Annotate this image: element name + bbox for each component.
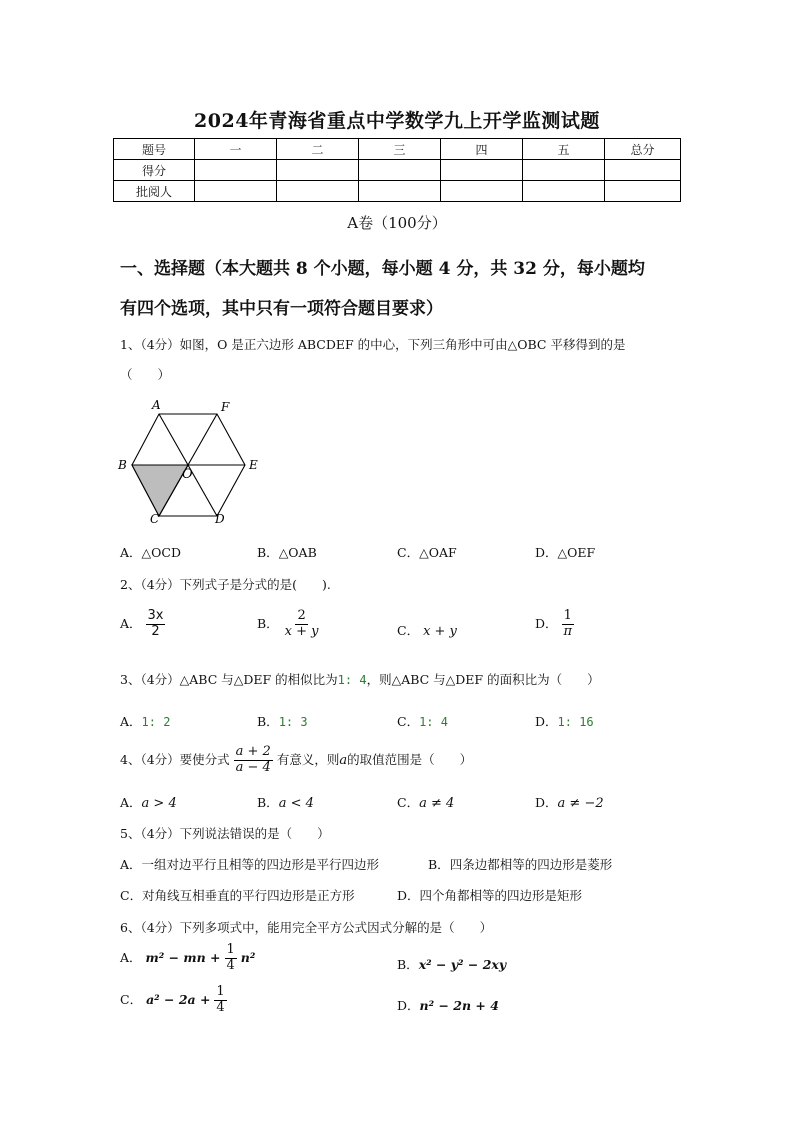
score-cell xyxy=(277,160,359,181)
score-table-header-cell: 题号 xyxy=(114,139,195,160)
score-table xyxy=(113,138,681,202)
score-table-header-row xyxy=(114,139,681,160)
score-table-row xyxy=(114,181,681,202)
q4-option-c: C．a ≠ 4 xyxy=(397,795,455,811)
q5-option-a: A．一组对边平行且相等的四边形是平行四边形 xyxy=(120,857,380,872)
score-cell xyxy=(359,160,441,181)
q4-option-a: A．a > 4 xyxy=(120,795,177,811)
score-cell xyxy=(441,181,523,202)
question-2-stem: 2、（4分）下列式子是分式的是( ). xyxy=(120,577,331,592)
vertex-label-e: E xyxy=(249,458,258,472)
vertex-label-c: C xyxy=(150,512,160,526)
triangle-obc-shaded xyxy=(132,465,188,516)
score-cell xyxy=(605,181,681,202)
q2-option-a: A． $\frac{3x}{2}$ xyxy=(120,608,164,639)
q1-option-b: B．△OAB xyxy=(257,545,317,560)
question-1-bracket: （ ） xyxy=(120,367,171,382)
q3-option-d: D．1: 16 xyxy=(535,714,594,729)
question-4-stem: 4、（4分）要使分式 $\frac{a + 2}{a - 4}$ 有意义，则a的取值范围是（ ） xyxy=(120,744,473,775)
score-table-header-cell: 总分 xyxy=(605,139,681,160)
exam-title: 2024年青海省重点中学数学九上开学监测试题 xyxy=(194,110,600,132)
q6-option-c: C． a² − 2a + $\frac{1}{4}$ xyxy=(120,984,225,1015)
q6-option-d: D．n² − 2n + 4 xyxy=(397,998,499,1013)
q2-option-b: B． $\frac{2}{x + y}$ xyxy=(257,608,319,639)
q3-option-c: C．1: 4 xyxy=(397,714,448,729)
ratio-value: 1: 4 xyxy=(337,673,367,687)
question-1-stem: 1、（4分）如图，O 是正六边形 ABCDEF 的中心，下列三角形中可由△OBC 平移得到的是 xyxy=(120,337,626,352)
q2-option-d: D． $\frac{1}{\pi}$ xyxy=(535,608,573,639)
question-3-stem: 3、（4分）△ABC 与△DEF 的相似比为1: 4，则△ABC 与△DEF 的面积比为（ ） xyxy=(120,672,600,687)
score-table-row-label: 批阅人 xyxy=(114,181,195,202)
hexagon-figure xyxy=(112,395,272,530)
q6-option-b: B．x² − y² − 2xy xyxy=(397,957,507,972)
question-6-stem: 6、（4分）下列多项式中，能用完全平方公式因式分解的是（ ） xyxy=(120,920,493,935)
q3-option-a: A．1: 2 xyxy=(120,714,171,729)
vertex-label-d: D xyxy=(215,512,225,526)
q5-option-b: B．四条边都相等的四边形是菱形 xyxy=(428,857,613,872)
score-table-header-cell: 三 xyxy=(359,139,441,160)
score-cell xyxy=(359,181,441,202)
q6-option-a: A． m² − mn + $\frac{1}{4}$ n² xyxy=(120,942,256,973)
q4-option-d: D．a ≠ −2 xyxy=(535,795,604,811)
q2-option-c: C． x + y xyxy=(397,623,457,639)
score-table-header-cell: 二 xyxy=(277,139,359,160)
question-5-stem: 5、（4分）下列说法错误的是（ ） xyxy=(120,826,330,841)
score-cell xyxy=(605,160,681,181)
paper-a-label: A卷（100分） xyxy=(347,214,447,232)
score-cell xyxy=(195,160,277,181)
score-cell xyxy=(277,181,359,202)
q5-option-c: C．对角线互相垂直的平行四边形是正方形 xyxy=(120,888,355,903)
vertex-label-a: A xyxy=(152,398,161,412)
center-label-o: O xyxy=(182,467,193,482)
q1-option-d: D．△OEF xyxy=(535,545,596,560)
section-heading-line2: 有四个选项，其中只有一项符合题目要求） xyxy=(120,299,443,319)
section-heading-line1: 一、选择题（本大题共 8 个小题，每小题 4 分，共 32 分，每小题均 xyxy=(120,259,645,279)
q1-option-c: C．△OAF xyxy=(397,545,457,560)
q5-option-d: D．四个角都相等的四边形是矩形 xyxy=(397,888,583,903)
score-cell xyxy=(195,181,277,202)
score-table-row-label: 得分 xyxy=(114,160,195,181)
score-table-header-cell: 四 xyxy=(441,139,523,160)
score-table-header-cell: 五 xyxy=(523,139,605,160)
score-table-header-cell: 一 xyxy=(195,139,277,160)
score-cell xyxy=(523,160,605,181)
vertex-label-b: B xyxy=(118,458,127,472)
score-table-row xyxy=(114,160,681,181)
vertex-label-f: F xyxy=(221,400,230,414)
q3-option-b: B．1: 3 xyxy=(257,714,308,729)
q4-option-b: B．a < 4 xyxy=(257,795,314,811)
score-cell xyxy=(441,160,523,181)
score-cell xyxy=(523,181,605,202)
q1-option-a: A．△OCD xyxy=(120,545,181,560)
